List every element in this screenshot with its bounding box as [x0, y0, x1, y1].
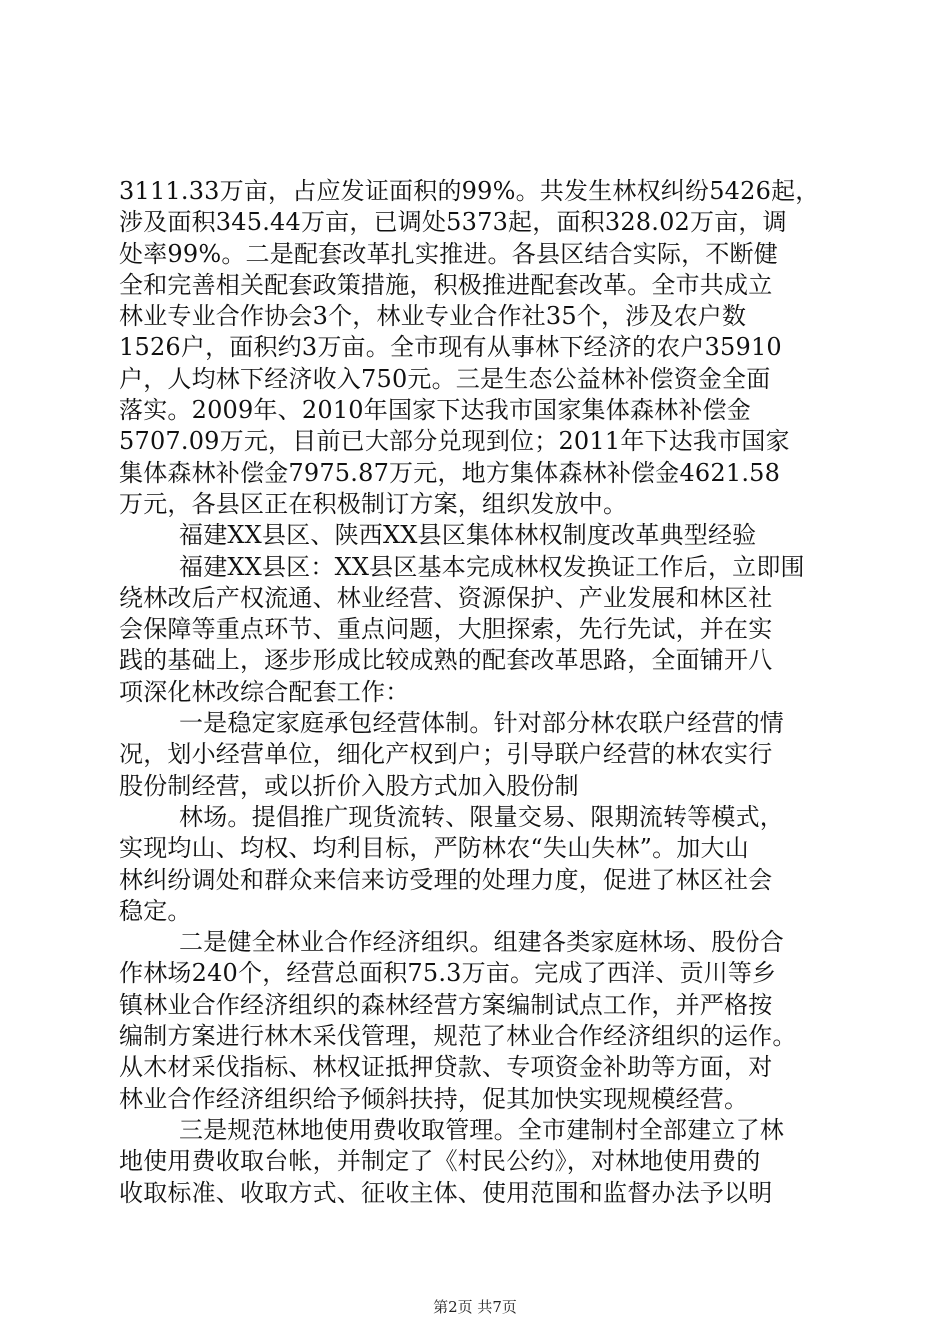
- text-line: 户，人均林下经济收入750元。三是生态公益林补偿资金全面: [119, 364, 771, 393]
- text-line: 镇林业合作经济组织的森林经营方案编制试点工作，并严格按: [119, 990, 773, 1019]
- paragraph-start: 福建XX县区：XX县区基本完成林权发换证工作后，立即围: [179, 552, 805, 581]
- text-line: 况，划小经营单位，细化产权到户；引导联户经营的林农实行: [119, 740, 773, 769]
- text-line: 实现均山、均权、均利目标，严防林农“失山失林”。加大山: [119, 834, 749, 863]
- text-line: 3111.33万亩，占应发证面积的99%。共发生林权纠纷5426起，: [119, 177, 820, 205]
- paragraph-start: 一是稳定家庭承包经营体制。针对部分林农联户经营的情: [179, 709, 784, 738]
- paragraph-start: 三是规范林地使用费收取管理。全市建制村全部建立了林: [179, 1115, 784, 1144]
- text-line: 林纠纷调处和群众来信来访受理的处理力度，促进了林区社会: [119, 865, 773, 894]
- text-line: 收取标准、收取方式、征收主体、使用范围和监督办法予以明: [119, 1178, 773, 1207]
- text-line: 林业专业合作协会3个，林业专业合作社35个，涉及农户数: [119, 302, 747, 331]
- paragraph-start: 二是健全林业合作经济组织。组建各类家庭林场、股份合: [179, 928, 784, 957]
- text-line: 从木材采伐指标、林权证抵押贷款、专项资金补助等方面，对: [119, 1053, 773, 1082]
- text-line: 5707.09万元，目前已大部分兑现到位；2011年下达我市国家: [119, 427, 790, 456]
- text-line: 会保障等重点环节、重点问题，大胆探索，先行先试，并在实: [119, 615, 773, 644]
- text-line: 稳定。: [119, 896, 192, 925]
- text-line: 集体森林补偿金7975.87万元，地方集体森林补偿金4621.58: [119, 458, 781, 487]
- text-line: 落实。2009年、2010年国家下达我市国家集体森林补偿金: [119, 396, 751, 425]
- page-number-label: 第2页 共7页: [433, 1298, 517, 1316]
- text-line: 林业合作经济组织给予倾斜扶持，促其加快实现规模经营。: [119, 1084, 749, 1113]
- text-line: 处率99%。二是配套改革扎实推进。各县区结合实际，不断健: [119, 239, 778, 268]
- text-line: 绕林改后产权流通、林业经营、资源保护、产业发展和林区社: [119, 583, 773, 612]
- text-line: 涉及面积345.44万亩，已调处5373起，面积328.02万亩，调: [119, 208, 787, 237]
- text-line: 万元，各县区正在积极制订方案，组织发放中。: [119, 489, 628, 518]
- text-line: 践的基础上，逐步形成比较成熟的配套改革思路，全面铺开八: [119, 646, 773, 675]
- text-line: 股份制经营，或以折价入股方式加入股份制: [119, 771, 579, 800]
- text-line: 全和完善相关配套政策措施，积极推进配套改革。全市共成立: [119, 270, 773, 299]
- text-line: 项深化林改综合配套工作：: [119, 677, 410, 706]
- text-line: 编制方案进行林木采伐管理，规范了林业合作经济组织的运作。: [119, 1022, 797, 1051]
- section-heading: 福建XX县区、陕西XX县区集体林权制度改革典型经验: [179, 521, 757, 550]
- page-footer: [0, 1297, 950, 1317]
- text-line: 作林场240个，经营总面积75.3万亩。完成了西洋、贡川等乡: [119, 959, 777, 988]
- paragraph-start: 林场。提倡推广现货流转、限量交易、限期流转等模式，: [179, 802, 784, 831]
- text-line: 地使用费收取台帐，并制定了《村民公约》，对林地使用费的: [119, 1147, 761, 1176]
- body-text: [119, 176, 854, 1209]
- text-line: 1526户，面积约3万亩。全市现有从事林下经济的农户35910: [119, 333, 782, 362]
